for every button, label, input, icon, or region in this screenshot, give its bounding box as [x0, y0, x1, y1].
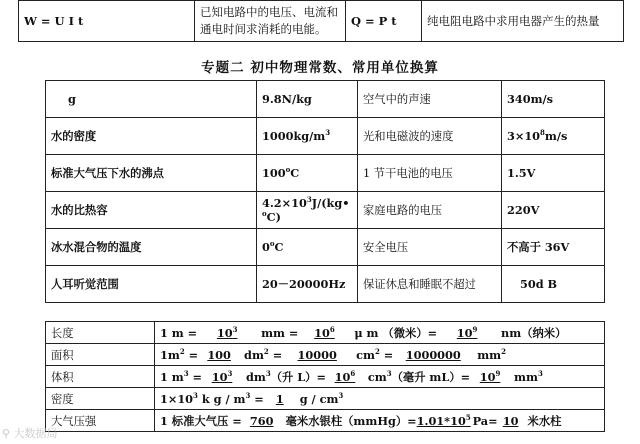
table-row: [46, 366, 605, 388]
table-row: [46, 322, 605, 344]
table-row: [46, 192, 605, 229]
formula-desc-cell: 已知电路中的电压、电流和通电时间求消耗的电能。: [195, 1, 346, 42]
constant-value-2: 1.5V: [502, 155, 605, 192]
formula-cell: W = U I t: [19, 1, 195, 42]
unit-label: 密度: [46, 388, 155, 410]
constant-value-2: $3\times 10^8m/s$: [502, 118, 605, 155]
constant-name-2: 安全电压: [358, 229, 502, 266]
constant-name: 人耳听觉范围: [46, 266, 257, 303]
unit-conversion: 1 $m^3 = 10^3$ $dm^3$（升 $L)= 10^6$ $cm^3$（毫升 $mL)= 10^9$ $mm^3$: [155, 366, 605, 388]
constant-value: 9.8N/kg: [257, 81, 358, 118]
table-row: [46, 344, 605, 366]
table-row: [46, 118, 605, 155]
table-row: [46, 410, 605, 432]
unit-conversion: 1 标准大气压 = 760 毫米水银柱$(mmHg)=1.01*10^5$ Pa= 10 米水柱: [155, 410, 605, 432]
constant-name-2: 1 节干电池的电压: [358, 155, 502, 192]
unit-conversion: $1m^2 = 100$ $dm^2 = 10000$ $cm^2 = 1000000$ $mm^2$: [155, 344, 605, 366]
constant-value-2: 340m/s: [502, 81, 605, 118]
table-row: [46, 81, 605, 118]
formula-row: [19, 1, 624, 42]
section-title: 专题二 初中物理常数、常用单位换算: [201, 60, 439, 76]
unit-conversion: 1 $m = 10^3$ mm = $10^6$ μ m （微米）= $10^9$ nm（纳米）: [155, 322, 605, 344]
constant-name: 冰水混合物的温度: [46, 229, 257, 266]
unit-conversion-table: [45, 321, 605, 432]
constant-name-2: 空气中的声速: [358, 81, 502, 118]
formula2-desc-cell: 纯电阻电路中求用电器产生的热量: [422, 1, 624, 42]
table-row: [46, 229, 605, 266]
unit-label: 长度: [46, 322, 155, 344]
formula-table: [18, 0, 624, 42]
constant-name: 水的密度: [46, 118, 257, 155]
constant-value: 0$^o$C: [257, 229, 358, 266]
constants-table: [45, 80, 605, 303]
constant-value: $4.2\times 10^3J/(kg•$ $^o$C): [257, 192, 358, 229]
watermark: ⚲ 大数据局: [2, 427, 58, 440]
table-row: [46, 388, 605, 410]
formula2-cell: Q = P t: [346, 1, 422, 42]
constant-value: 100$^o$C: [257, 155, 358, 192]
constant-value-2: 不高于 36V: [502, 229, 605, 266]
table-row: [46, 266, 605, 303]
constant-value: 20－20000Hz: [257, 266, 358, 303]
constant-name: 标准大气压下水的沸点: [46, 155, 257, 192]
constant-value-2: 220V: [502, 192, 605, 229]
constant-name-2: 保证休息和睡眠不超过: [358, 266, 502, 303]
unit-conversion: $1\times 10^3$ k $g / m^3 = 1$ g / $cm^3$: [155, 388, 605, 410]
constant-name-2: 家庭电路的电压: [358, 192, 502, 229]
unit-label: 面积: [46, 344, 155, 366]
constant-name: g: [46, 81, 257, 118]
unit-label: 大气压强: [46, 410, 155, 432]
constant-value: $1000kg/m^3$: [257, 118, 358, 155]
table-row: [46, 155, 605, 192]
constant-name: 水的比热容: [46, 192, 257, 229]
constant-name-2: 光和电磁波的速度: [358, 118, 502, 155]
constant-value-2: 50d B: [502, 266, 605, 303]
unit-label: 体积: [46, 366, 155, 388]
